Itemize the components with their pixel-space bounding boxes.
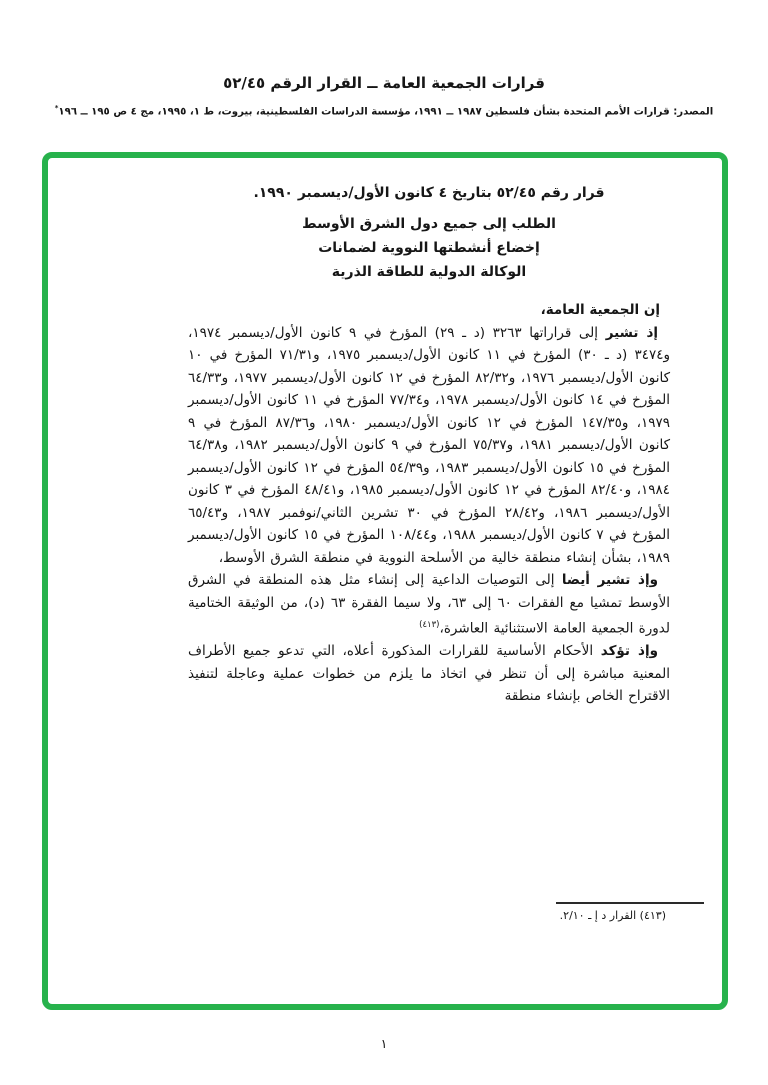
opening-line: إن الجمعية العامة،	[540, 302, 660, 318]
subtitle-line: الطلب إلى جميع دول الشرق الأوسط	[302, 216, 556, 232]
resolution-subtitle	[188, 212, 670, 284]
paragraph-lead: وإذ تؤكد	[600, 643, 658, 659]
resolution-title: قرار رقم ٥٢/٤٥ بتاريخ ٤ كانون الأول/ديسمبر ١٩٩٠.	[253, 185, 605, 201]
paragraph-text: الأحكام الأساسية للقرارات المذكورة أعلاه، التي تدعو جميع الأطراف المعنية مباشرة إلى أن تنظر في اتخاذ ما يلزم من خطوات عملية وعاجلة لتنفيذ الاقتراح الخاص بإنشاء منطقة	[188, 643, 670, 704]
resolution-body	[188, 158, 670, 708]
subtitle-line: إخضاع أنشطتها النووية لضمانات	[318, 240, 540, 256]
footnote	[560, 908, 666, 924]
paragraph-lead: وإذ تشير أيضا	[561, 572, 658, 588]
preamble-paragraph	[188, 569, 670, 640]
green-frame	[42, 152, 728, 1010]
footnote-ref: (٤١٣)	[419, 620, 440, 630]
paragraph-text: إلى قراراتها ٣٢٦٣ (د ـ ٢٩) المؤرخ في ٩ كانون الأول/ديسمبر ١٩٧٤، و٣٤٧٤ (د ـ ٣٠) المؤرخ في ١١ كانون الأول/ديسمبر ١٩٧٥، و٧١/٣١ المؤرخ في ١٠ كانون الأول/ديسمبر ١٩٧٦، و٨٢/٣٢ المؤرخ في ١٢ كانون الأول/ديسمبر ١٩٧٧، و٦٤/٣٣ المؤرخ في ١٤ كانون الأول/ديسمبر ١٩٧٨، و٧٧/٣٤ المؤرخ في ١١ كانون الأول/ديسمبر ١٩٧٩، و١٤٧/٣٥ المؤرخ في ١٢ كانون الأول/ديسمبر ١٩٨٠، و٨٧/٣٦ المؤرخ في ٩ كانون الأول/ديسمبر ١٩٨١، و٧٥/٣٧ المؤرخ في ٩ كانون الأول/ديسمبر ١٩٨٢، و٦٤/٣٨ المؤرخ في ١٥ كانون الأول/ديسمبر ١٩٨٣، و٥٤/٣٩ المؤرخ في ١٢ كانون الأول/ديسمبر ١٩٨٤، و٨٢/٤٠ المؤرخ في ١٢ كانون الأول/ديسمبر ١٩٨٥، و٤٨/٤١ المؤرخ في ٣ كانون الأول/ديسمبر ١٩٨٦، و٢٨/٤٢ المؤرخ في ٣٠ تشرين الثاني/نوفمبر ١٩٨٧، و٦٥/٤٣ المؤرخ في ٧ كانون الأول/ديسمبر ١٩٨٨، و١٠٨/٤٤ المؤرخ في ١٥ كانون الأول/ديسمبر ١٩٨٩، بشأن إنشاء منطقة خالية من الأسلحة النووية في منطقة الشرق الأوسط،	[188, 324, 671, 566]
source-line	[14, 104, 754, 117]
preamble-paragraph	[188, 640, 670, 708]
footnote-text: القرار د إ ـ ٢/١٠.	[559, 909, 637, 922]
subtitle-line: الوكالة الدولية للطاقة الذرية	[331, 264, 527, 280]
page-header-title: قرارات الجمعية العامة ــ القرار الرقم ٥٢/٤٥	[223, 74, 545, 92]
footnote-divider	[556, 902, 704, 904]
paragraph-text: إلى التوصيات الداعية إلى إنشاء مثل هذه المنطقة في الشرق الأوسط تمشيا مع الفقرات ٦٠ إلى ٦٣، ولا سيما الفقرة ٦٣ (د)، من الوثيقة الختامية لدورة الجمعية العامة الاستثنائية العاشرة،	[188, 572, 671, 637]
source-text: المصدر: قرارات الأمم المتحدة بشأن فلسطين ١٩٨٧ ــ ١٩٩١، مؤسسة الدراسات الفلسطينية، بيروت، ط ١، ١٩٩٥، مج ٤ ص ١٩٥ ــ ١٩٦	[58, 106, 714, 118]
source-note-mark: *	[54, 104, 59, 112]
page-number: ١	[380, 1036, 388, 1051]
paragraph-lead: إذ تشير	[605, 324, 659, 341]
footnote-marker: (٤١٣)	[639, 909, 666, 922]
preamble-paragraph	[188, 322, 670, 570]
